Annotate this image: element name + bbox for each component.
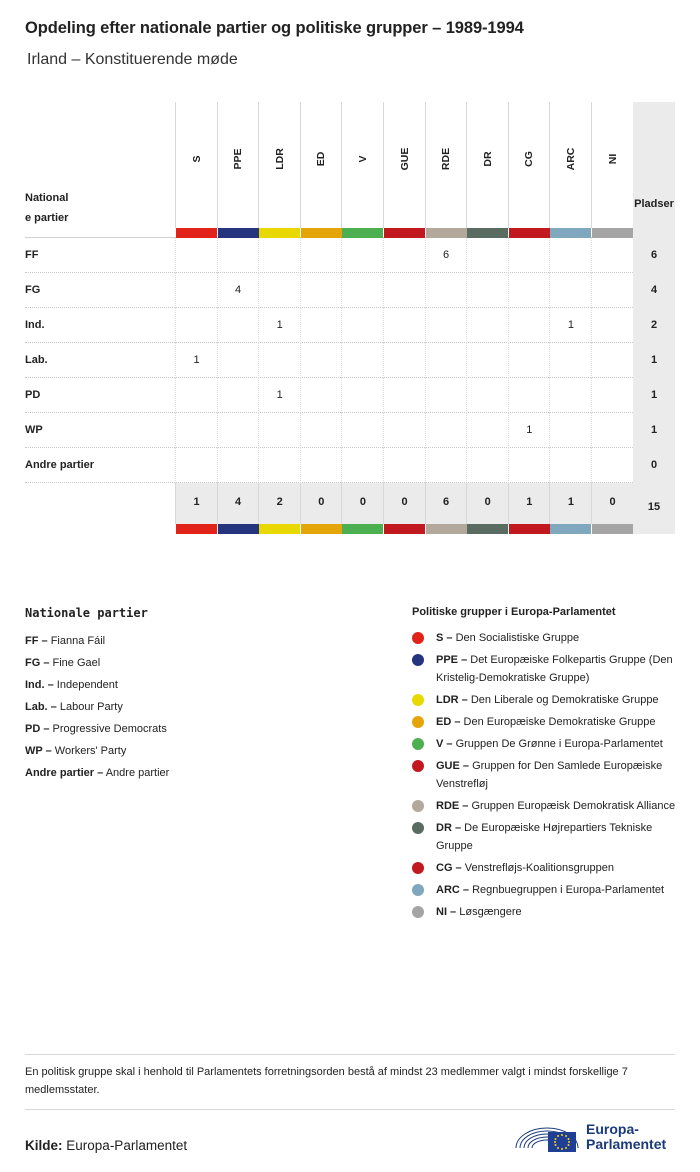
group-legend-item — [412, 859, 677, 877]
legend-code: PD – — [25, 723, 50, 735]
seat-count-cell: 1 — [175, 343, 217, 378]
group-legend-item — [412, 757, 677, 793]
seat-count-cell — [549, 273, 591, 308]
national-legend-item — [25, 740, 355, 762]
group-total-cell — [175, 483, 217, 524]
group-column-label: ARC — [564, 147, 577, 171]
group-column-label: ED — [315, 151, 328, 167]
group-column-label: DR — [481, 151, 494, 167]
seat-count-cell: 1 — [258, 378, 300, 413]
group-column-header — [300, 102, 342, 228]
group-legend-title: Politiske grupper i Europa-Parlamentet — [412, 606, 616, 618]
seat-count-cell — [383, 448, 425, 483]
group-legend-item — [412, 651, 677, 687]
legend-name: Løsgængere — [459, 906, 522, 918]
seat-count-cell — [175, 413, 217, 448]
seat-count-cell — [425, 413, 467, 448]
group-column-header — [383, 102, 425, 228]
logo-line-1: Europa- — [586, 1121, 639, 1137]
seat-count-cell — [258, 238, 300, 273]
group-column-header — [508, 102, 550, 228]
seat-count-cell: 1 — [549, 308, 591, 343]
group-legend-item — [412, 903, 677, 921]
group-column-header — [591, 102, 633, 228]
group-legend-item — [412, 691, 677, 709]
legend-name: Den Europæiske Demokratiske Gruppe — [463, 716, 656, 728]
party-name: Andre partier — [25, 459, 95, 471]
national-parties-legend — [25, 606, 355, 784]
seat-count-cell — [508, 273, 550, 308]
party-seat-total: 2 — [633, 308, 675, 343]
legend-code: RDE – — [436, 800, 469, 812]
seat-count-cell — [466, 308, 508, 343]
totals-row — [25, 483, 675, 524]
legend-name: Workers' Party — [54, 745, 127, 757]
seat-count-cell — [508, 378, 550, 413]
seat-count-cell — [549, 238, 591, 273]
page-title: Opdeling efter nationale partier og politiske grupper – 1989-1994 — [25, 19, 524, 37]
legend-name: Labour Party — [59, 701, 123, 713]
group-color-dot-icon — [412, 632, 424, 644]
group-total-cell — [466, 483, 508, 524]
legend-code: Ind. – — [25, 679, 54, 691]
group-color-bar — [592, 228, 633, 238]
legend-code: Andre partier – — [25, 767, 104, 779]
table-row — [25, 413, 675, 448]
party-name: Lab. — [25, 354, 48, 366]
table-row — [25, 273, 675, 308]
group-color-dot-icon — [412, 822, 424, 834]
seats-header-label: Pladser — [634, 198, 674, 210]
source-value: Europa-Parlamentet — [66, 1138, 188, 1153]
seat-count-cell — [300, 273, 342, 308]
seat-count-cell — [217, 413, 259, 448]
seat-count-cell — [341, 413, 383, 448]
seat-count-cell — [383, 378, 425, 413]
group-color-dot-icon — [412, 906, 424, 918]
national-legend-item — [25, 696, 355, 718]
group-color-bar — [176, 228, 217, 238]
group-column-header — [175, 102, 217, 228]
seat-count-cell — [175, 238, 217, 273]
seat-count-cell — [258, 448, 300, 483]
legend-code: WP – — [25, 745, 52, 757]
party-seat-total: 1 — [633, 343, 675, 378]
group-total-value: 1 — [193, 496, 200, 508]
group-total-cell — [300, 483, 342, 524]
seat-count-cell — [466, 448, 508, 483]
seat-count-cell — [466, 343, 508, 378]
legend-name: Gruppen De Grønne i Europa-Parlamentet — [455, 738, 663, 750]
seat-count-cell — [217, 238, 259, 273]
group-color-bar — [301, 524, 342, 534]
legend-code: LDR – — [436, 694, 468, 706]
group-color-bar — [301, 228, 342, 238]
seat-count-cell — [425, 448, 467, 483]
party-name: PD — [25, 389, 41, 401]
group-color-dot-icon — [412, 884, 424, 896]
group-color-bar — [259, 524, 300, 534]
legend-name: De Europæiske Højrepartiers Tekniske Gruppe — [436, 822, 653, 852]
group-legend-item — [412, 713, 677, 731]
page-subtitle: Irland – Konstituerende møde — [27, 51, 238, 68]
seat-count-cell — [591, 238, 633, 273]
legend-name: Den Liberale og Demokratiske Gruppe — [470, 694, 659, 706]
group-legend-item — [412, 629, 677, 647]
group-total-value: 0 — [318, 496, 325, 508]
group-total-cell — [508, 483, 550, 524]
group-total-cell — [591, 483, 633, 524]
footnote: En politisk gruppe skal i henhold til Parlamentets forretningsorden bestå af mindst 23 medlemmer valgt i mindst forskellige 7 medlemsstater. — [25, 1054, 675, 1110]
party-seat-total: 0 — [633, 448, 675, 483]
group-color-bar — [342, 228, 383, 238]
legend-name: Regnbuegruppen i Europa-Parlamentet — [472, 884, 665, 896]
seat-count-cell — [300, 238, 342, 273]
group-total-cell — [258, 483, 300, 524]
seat-count-cell — [300, 343, 342, 378]
legend-name: Den Socialistiske Gruppe — [455, 632, 580, 644]
group-color-bar — [509, 524, 550, 534]
group-color-dot-icon — [412, 654, 424, 666]
seat-count-cell — [341, 343, 383, 378]
group-column-label: GUE — [398, 147, 411, 171]
seat-count-cell — [591, 448, 633, 483]
group-column-label: S — [190, 155, 203, 163]
party-seat-total: 4 — [633, 273, 675, 308]
group-total-cell — [425, 483, 467, 524]
group-column-label: RDE — [440, 147, 453, 171]
group-total-value: 0 — [484, 496, 491, 508]
seat-count-cell: 4 — [217, 273, 259, 308]
group-color-bar — [218, 524, 259, 534]
group-color-bar — [218, 228, 259, 238]
seat-count-cell — [300, 413, 342, 448]
national-legend-item — [25, 718, 355, 740]
group-color-bar — [550, 228, 591, 238]
seat-count-cell — [591, 273, 633, 308]
group-column-header — [217, 102, 259, 228]
seat-count-cell: 1 — [258, 308, 300, 343]
seat-count-cell — [258, 273, 300, 308]
seat-count-cell — [300, 448, 342, 483]
group-color-dot-icon — [412, 862, 424, 874]
table-row — [25, 378, 675, 413]
group-color-bar — [259, 228, 300, 238]
group-color-bar — [426, 524, 467, 534]
seat-count-cell — [217, 378, 259, 413]
legend-name: Fianna Fáil — [50, 635, 106, 647]
legend-code: ARC – — [436, 884, 470, 896]
group-color-bar — [550, 524, 591, 534]
legend-name: Gruppen Europæisk Demokratisk Alliance — [471, 800, 676, 812]
seat-count-cell — [341, 378, 383, 413]
legend-name: Andre partier — [105, 767, 170, 779]
seat-count-cell — [508, 308, 550, 343]
group-color-bar — [176, 524, 217, 534]
group-column-label: LDR — [273, 148, 286, 170]
source-line — [25, 1138, 187, 1153]
table-row — [25, 238, 675, 273]
seat-count-cell — [425, 308, 467, 343]
seat-count-cell — [300, 308, 342, 343]
group-color-bar — [509, 228, 550, 238]
seat-count-cell — [341, 273, 383, 308]
group-column-label: CG — [523, 151, 536, 167]
seat-count-cell — [466, 413, 508, 448]
political-groups-legend — [412, 606, 677, 925]
legend-name: Det Europæiske Folkepartis Gruppe (Den Kristelig-Demokratiske Gruppe) — [436, 654, 673, 684]
seat-count-cell — [591, 413, 633, 448]
group-legend-item — [412, 819, 677, 855]
seat-count-cell — [175, 273, 217, 308]
group-total-cell — [217, 483, 259, 524]
group-color-dot-icon — [412, 716, 424, 728]
seat-count-cell — [466, 273, 508, 308]
table-header — [25, 102, 675, 238]
seat-count-cell — [383, 343, 425, 378]
seat-count-cell — [591, 343, 633, 378]
seat-table — [25, 102, 675, 524]
group-total-value: 2 — [276, 496, 283, 508]
legend-name: Gruppen for Den Samlede Europæiske Venstrefløj — [436, 760, 663, 790]
group-legend-item — [412, 797, 677, 815]
group-column-header — [549, 102, 591, 228]
group-color-dot-icon — [412, 760, 424, 772]
group-total-cell — [383, 483, 425, 524]
seat-count-cell — [549, 413, 591, 448]
group-column-header — [466, 102, 508, 228]
national-legend-title: Nationale partier — [25, 606, 148, 620]
legend-code: FG – — [25, 657, 50, 669]
group-column-label: NI — [606, 153, 619, 165]
group-color-bar — [426, 228, 467, 238]
group-total-value: 1 — [526, 496, 533, 508]
legend-code: S – — [436, 632, 453, 644]
seat-count-cell — [508, 238, 550, 273]
seat-count-cell — [466, 378, 508, 413]
seat-count-cell: 6 — [425, 238, 467, 273]
group-color-bar — [592, 524, 633, 534]
party-name: FF — [25, 249, 39, 261]
total-seats: 15 — [633, 483, 675, 534]
parliament-hemicycle-icon — [514, 1116, 580, 1156]
group-column-header — [341, 102, 383, 228]
source-label: Kilde: — [25, 1138, 63, 1153]
legend-code: FF – — [25, 635, 48, 647]
party-seat-total: 1 — [633, 378, 675, 413]
seat-count-cell — [466, 238, 508, 273]
group-column-label: V — [356, 155, 369, 163]
logo-line-2: Parlamentet — [586, 1136, 667, 1152]
seat-count-cell — [425, 343, 467, 378]
party-name: FG — [25, 284, 41, 296]
group-color-dot-icon — [412, 738, 424, 750]
legend-code: CG – — [436, 862, 462, 874]
seat-count-cell — [258, 343, 300, 378]
group-total-value: 0 — [609, 496, 616, 508]
seat-count-cell — [591, 378, 633, 413]
legend-name: Venstrefløjs-Koalitionsgruppen — [464, 862, 614, 874]
legend-code: V – — [436, 738, 453, 750]
group-column-header — [258, 102, 300, 228]
seat-count-cell — [383, 273, 425, 308]
seat-count-cell — [175, 308, 217, 343]
seat-count-cell — [300, 378, 342, 413]
national-legend-item — [25, 674, 355, 696]
legend-code: ED – — [436, 716, 461, 728]
group-color-bar — [384, 228, 425, 238]
legend-code: DR – — [436, 822, 462, 834]
group-total-value: 6 — [443, 496, 450, 508]
seat-count-cell — [258, 413, 300, 448]
legend-code: Lab. – — [25, 701, 57, 713]
party-name: WP — [25, 424, 43, 436]
group-legend-item — [412, 881, 677, 899]
seat-count-cell — [341, 308, 383, 343]
legend-code: GUE – — [436, 760, 470, 772]
group-total-value: 0 — [401, 496, 408, 508]
seat-count-cell — [217, 343, 259, 378]
seat-count-cell — [383, 238, 425, 273]
party-name: Ind. — [25, 319, 45, 331]
national-legend-item — [25, 652, 355, 674]
seat-count-cell — [549, 378, 591, 413]
group-color-dot-icon — [412, 694, 424, 706]
group-total-cell — [549, 483, 591, 524]
legend-name: Independent — [56, 679, 118, 691]
seat-count-cell — [341, 448, 383, 483]
group-column-header — [425, 102, 467, 228]
seat-count-cell — [383, 308, 425, 343]
table-row — [25, 448, 675, 483]
group-total-cell — [341, 483, 383, 524]
group-color-bar — [467, 524, 508, 534]
legend-name: Fine Gael — [52, 657, 101, 669]
logo-text — [586, 1122, 666, 1152]
table-row — [25, 308, 675, 343]
seat-count-cell — [383, 413, 425, 448]
legend-name: Progressive Democrats — [52, 723, 167, 735]
group-color-bar — [342, 524, 383, 534]
seat-count-cell — [425, 378, 467, 413]
seat-count-cell — [341, 238, 383, 273]
national-legend-item — [25, 630, 355, 652]
seat-count-cell — [549, 343, 591, 378]
group-color-bar — [467, 228, 508, 238]
seat-count-cell — [217, 308, 259, 343]
seat-count-cell — [175, 378, 217, 413]
group-total-value: 0 — [359, 496, 366, 508]
seat-count-cell — [508, 448, 550, 483]
party-seat-total: 6 — [633, 238, 675, 273]
seat-count-cell — [425, 273, 467, 308]
legend-code: PPE – — [436, 654, 468, 666]
europarl-logo — [514, 1116, 679, 1156]
group-column-label: PPE — [232, 148, 245, 170]
group-legend-item — [412, 735, 677, 753]
group-color-dot-icon — [412, 800, 424, 812]
seat-count-cell — [508, 343, 550, 378]
party-seat-total: 1 — [633, 413, 675, 448]
seat-count-cell: 1 — [508, 413, 550, 448]
national-legend-item — [25, 762, 355, 784]
seat-count-cell — [217, 448, 259, 483]
legend-code: NI – — [436, 906, 457, 918]
group-total-value: 1 — [567, 496, 574, 508]
seats-header — [633, 102, 675, 238]
row-header-label: National e partier — [25, 192, 69, 224]
table-row — [25, 343, 675, 378]
seat-count-cell — [549, 448, 591, 483]
seat-count-cell — [175, 448, 217, 483]
group-total-value: 4 — [235, 496, 242, 508]
group-color-bar — [384, 524, 425, 534]
seat-count-cell — [591, 308, 633, 343]
